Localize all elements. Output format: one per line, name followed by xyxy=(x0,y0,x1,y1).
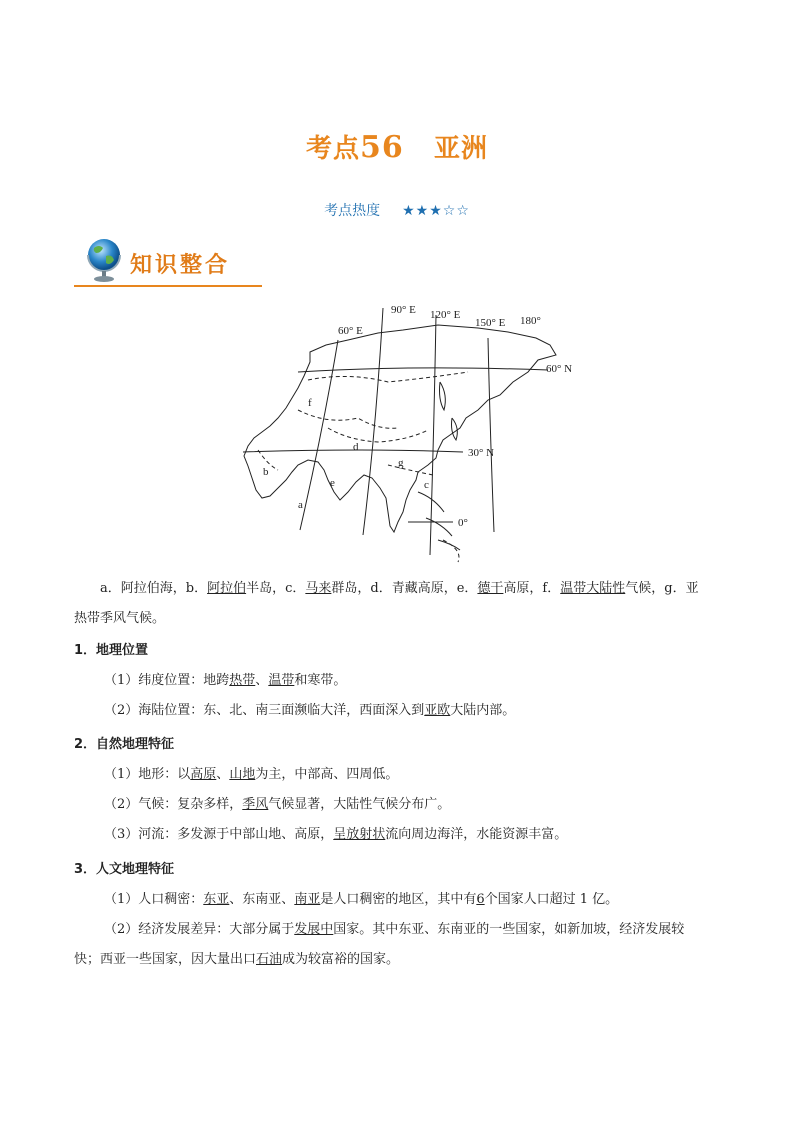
label-30n: 30° N xyxy=(468,447,495,459)
title-number: 56 xyxy=(360,130,404,165)
meridian-120e xyxy=(430,315,436,555)
globe-icon xyxy=(82,236,126,284)
label-150e: 150° E xyxy=(475,317,506,329)
map-legend xyxy=(74,574,724,634)
dashed-pacific xyxy=(443,540,459,562)
page-title xyxy=(0,128,794,165)
label-b: b xyxy=(263,466,269,478)
label-c: c xyxy=(424,479,429,491)
item-latitude: （1）纬度位置：地跨热带、温带和寒带。 xyxy=(104,673,347,688)
label-0: 0° xyxy=(458,517,468,529)
item-climate: （2）气候：复杂多样，季风气候显著，大陆性气候分布广。 xyxy=(104,797,451,812)
item-terrain: （1）地形：以高原、山地为主，中部高、四周低。 xyxy=(104,767,399,782)
dashed-plateau xyxy=(328,428,428,442)
label-120e: 120° E xyxy=(430,309,461,321)
kamchatka xyxy=(440,382,446,410)
heat-stars: ★★★☆☆ xyxy=(402,203,470,219)
title-prefix: 考点 xyxy=(306,134,361,164)
label-a: a xyxy=(298,499,303,511)
label-f: f xyxy=(308,397,312,409)
section-human xyxy=(74,855,724,975)
label-60e: 60° E xyxy=(338,325,363,337)
legend-paragraph: a．阿拉伯海，b．阿拉伯半岛，c．马来群岛，d．青藏高原，e．德干高原，f．温带大陆性气候，g．亚 热带季风气候。 xyxy=(74,581,699,626)
section-underline xyxy=(74,285,262,287)
heading-human: 3．人文地理特征 xyxy=(74,862,175,877)
item-population: （1）人口稠密：东亚、东南亚、南亚是人口稠密的地区，其中有6个国家人口超过 1 亿。 xyxy=(104,892,619,907)
label-e: e xyxy=(330,477,335,489)
label-90e: 90° E xyxy=(391,304,416,316)
label-180: 180° xyxy=(520,315,541,327)
parallel-60n xyxy=(298,368,548,372)
japan-islands xyxy=(452,418,458,440)
heat-label: 考点热度 xyxy=(324,203,381,219)
section-location xyxy=(74,636,724,726)
section-nature xyxy=(74,730,724,850)
meridian-60e xyxy=(300,340,338,530)
section-label: 知识整合 xyxy=(130,253,231,278)
label-d: d xyxy=(353,441,359,453)
dashed-central xyxy=(298,410,398,428)
item-rivers: （3）河流：多发源于中部山地、高原，呈放射状流向周边海洋，水能资源丰富。 xyxy=(104,827,568,842)
meridian-150e xyxy=(488,338,494,532)
asia-coast xyxy=(244,325,556,532)
meridian-90e xyxy=(363,308,383,535)
section-header xyxy=(74,236,262,288)
heading-nature: 2．自然地理特征 xyxy=(74,737,175,752)
heading-location: 1．地理位置 xyxy=(74,643,149,658)
item-land-sea: （2）海陆位置：东、北、南三面濒临大洋，西面深入到亚欧大陆内部。 xyxy=(104,703,516,718)
heat-rating xyxy=(0,200,794,220)
title-name: 亚洲 xyxy=(433,134,488,164)
label-60n: 60° N xyxy=(546,363,573,375)
label-g: g xyxy=(398,457,404,469)
asia-map xyxy=(238,300,573,568)
malay-islands xyxy=(418,492,460,550)
item-economy: （2）经济发展差异：大部分属于发展中国家。其中东亚、东南亚的一些国家，如新加坡，经济发展较 快；西亚一些国家，因大量出口石油成为较富裕的国家。 xyxy=(74,922,685,967)
